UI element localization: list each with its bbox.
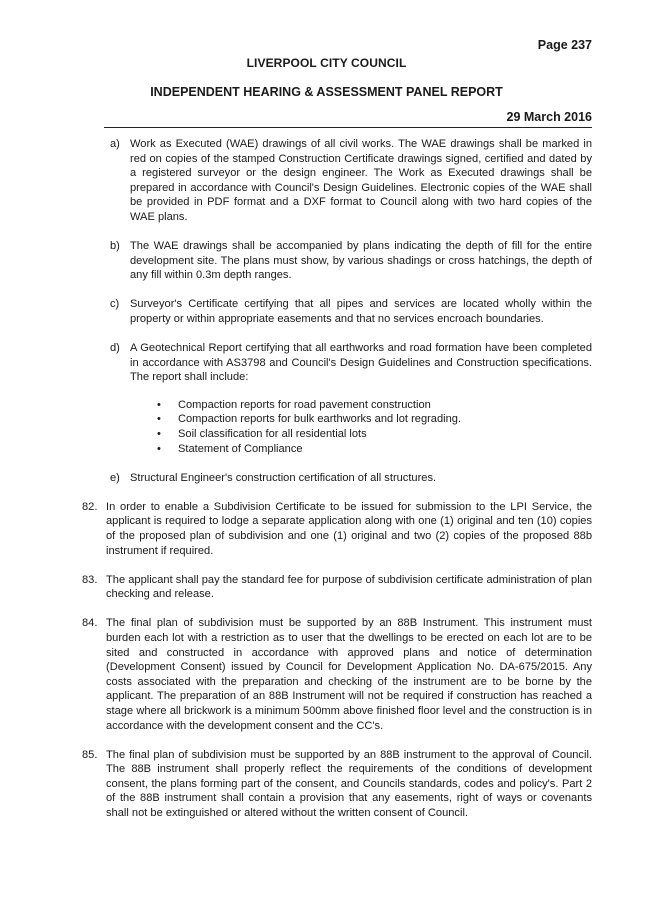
- condition-83: [80, 573, 592, 602]
- bullet-text: Compaction reports for road pavement construction: [178, 398, 431, 411]
- sub-item-marker: c): [110, 298, 120, 311]
- list-item: [157, 427, 592, 442]
- bullet-icon: •: [157, 442, 161, 455]
- sub-item-a: [80, 137, 592, 225]
- sub-item-text: Structural Engineer's construction certification of all structures.: [130, 471, 437, 484]
- sub-item-c: [80, 297, 592, 326]
- page-number: Page 237: [537, 38, 592, 52]
- bullet-text: Compaction reports for bulk earthworks and lot regrading.: [178, 413, 462, 426]
- condition-text: In order to enable a Subdivision Certificate to be issued for submission to the LPI Service, the applicant is required to lodge a separate application along with one (1) original and ten (10) copies of the proposed plan of subdivision and one (1) original and two (2) copies of the proposed 88b instrument if required.: [106, 500, 592, 557]
- sub-item-marker: e): [110, 471, 120, 484]
- condition-number: 82.: [82, 500, 98, 513]
- sub-item-text: Surveyor's Certificate certifying that all pipes and services are located wholly within the property or within appropriate easements and that no services encroach boundaries.: [130, 298, 592, 325]
- condition-82: [80, 500, 592, 558]
- bullet-icon: •: [157, 413, 161, 426]
- bullet-icon: •: [157, 428, 161, 440]
- bullet-icon: •: [157, 398, 161, 411]
- list-item: [157, 442, 592, 457]
- condition-number: 85.: [82, 748, 98, 761]
- sub-item-marker: d): [110, 342, 120, 355]
- sub-item-text: Work as Executed (WAE) drawings of all civil works. The WAE drawings shall be marked in red on copies of the stamped Construction Certificate drawings signed, certified and dated by a registered surveyor or the design engineer. The Work as Executed drawings shall be prepared in accordance with Council's Design Guidelines. Electronic copies of the WAE shall be provided in PDF format and a DXF format to Council along with two hard copies of the WAE plans.: [130, 138, 592, 223]
- council-name: LIVERPOOL CITY COUNCIL: [246, 56, 407, 70]
- bullet-text: Statement of Compliance: [178, 442, 303, 455]
- condition-number: 84.: [82, 617, 98, 630]
- condition-text: The final plan of subdivision must be supported by an 88B Instrument. This instrument must burden each lot with a restriction as to user that the dwellings to be erected on each lot are to be sited and constructed in accordance with approved plans and notice of determination (Development Consent) issued by Council for Development Application No. DA-675/2015. Any costs associated with the preparation and checking of the instrument are to be borne by the applicant. The preparation of an 88B Instrument will not be required if construction has reached a stage where all brickwork is a minimum 500mm above finished floor level and the construction is in accordance with the development consent and the CC's.: [106, 617, 592, 732]
- condition-text: The final plan of subdivision must be supported by an 88B instrument to the approval of Council. The 88B instrument shall properly reflect the requirements of the conditions of development consent, the plans forming part of the consent, and Councils standards, codes and policy's. Part 2 of the 88B instrument shall contain a provision that any easements, right of ways or covenants shall not be extinguished or altered without the written consent of Council.: [106, 748, 592, 819]
- condition-84: [80, 616, 592, 733]
- report-title: INDEPENDENT HEARING & ASSESSMENT PANEL REPORT: [150, 85, 503, 99]
- sub-item-e: [80, 471, 592, 486]
- bullet-list: [130, 398, 592, 456]
- report-date: 29 March 2016: [506, 110, 592, 124]
- condition-85: [80, 748, 592, 821]
- sub-item-b: [80, 239, 592, 283]
- condition-text: The applicant shall pay the standard fee for purpose of subdivision certificate administration of plan checking and release.: [106, 573, 592, 601]
- header-rule: [104, 127, 592, 128]
- bullet-text: Soil classification for all residential lots: [178, 428, 367, 440]
- sub-item-text: The WAE drawings shall be accompanied by plans indicating the depth of fill for the entire development site. The plans must show, by various shadings or cross hatchings, the depth of any fill within 0.3m depth ranges.: [130, 240, 592, 282]
- list-item: [157, 412, 592, 427]
- sub-item-marker: a): [110, 138, 120, 150]
- sub-item-text: A Geotechnical Report certifying that all earthworks and road formation have been completed in accordance with AS3798 and Council's Design Guidelines and Construction specifications. The report shall include:: [130, 342, 592, 384]
- sub-item-marker: b): [110, 240, 120, 253]
- sub-item-d: [80, 341, 592, 456]
- condition-number: 83.: [82, 573, 98, 586]
- list-item: [157, 398, 592, 413]
- document-body: [80, 137, 592, 835]
